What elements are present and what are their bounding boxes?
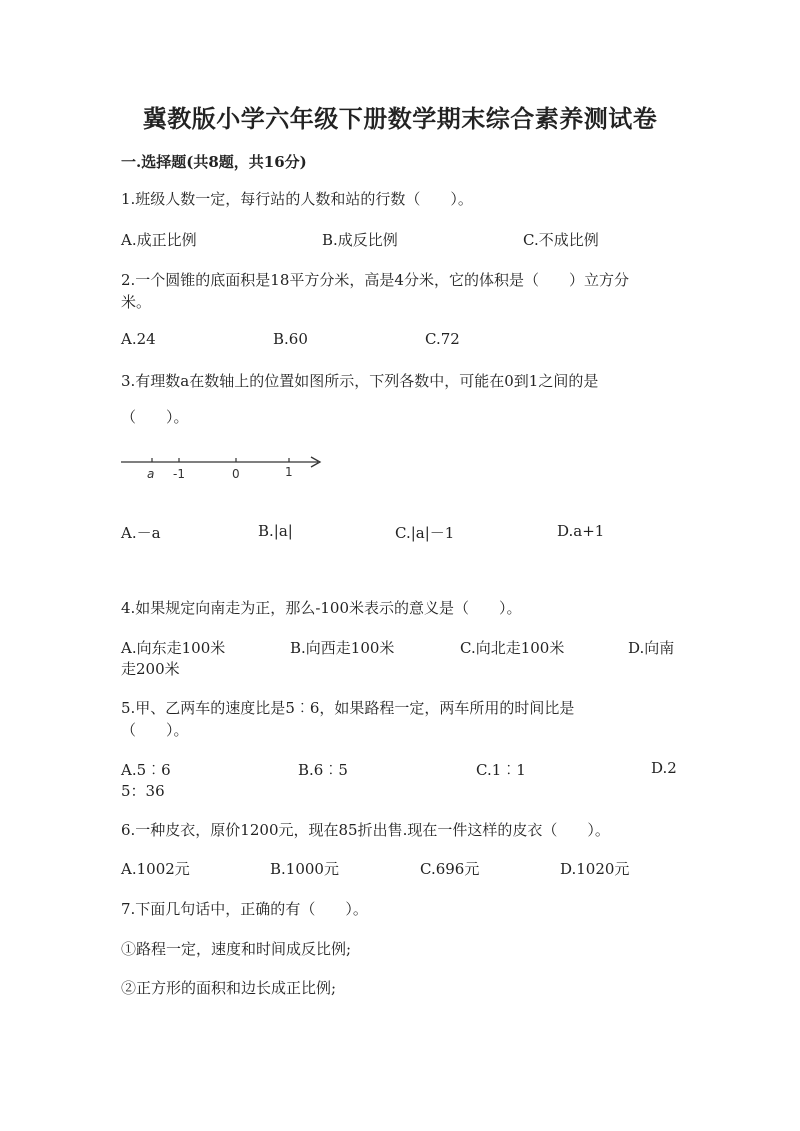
label-a: a bbox=[147, 467, 155, 481]
q4-option-d: D.向南 bbox=[628, 639, 675, 657]
q4-option-b: B.向西走100米 bbox=[290, 639, 395, 657]
q2-option-a: A.24 bbox=[121, 330, 156, 348]
q1-option-c: C.不成比例 bbox=[523, 231, 599, 249]
label-1: 1 bbox=[285, 465, 293, 479]
page-title: 冀教版小学六年级下册数学期末综合素养测试卷 bbox=[142, 104, 658, 133]
question-2-line-1: 2.一个圆锥的底面积是18平方分米，高是4分米，它的体积是（ ）立方分 bbox=[121, 271, 629, 289]
label-0: 0 bbox=[232, 467, 240, 481]
q1-option-b: B.成反比例 bbox=[322, 231, 398, 249]
q3-option-b: B.|a| bbox=[258, 522, 293, 540]
q6-option-a: A.1002元 bbox=[121, 860, 190, 878]
q3-option-c: C.|a|－1 bbox=[395, 524, 455, 542]
q5-option-d: D.2 bbox=[651, 759, 677, 777]
q2-option-b: B.60 bbox=[273, 330, 308, 348]
section-heading: 一.选择题(共8题，共16分) bbox=[121, 153, 307, 171]
q6-option-d: D.1020元 bbox=[560, 860, 630, 878]
question-5-line-1: 5.甲、乙两车的速度比是5︰6，如果路程一定，两车所用的时间比是 bbox=[121, 699, 575, 717]
q4-option-a: A.向东走100米 bbox=[121, 639, 226, 657]
q1-option-a: A.成正比例 bbox=[121, 231, 197, 249]
q5-option-d-wrap: 5：36 bbox=[121, 782, 165, 800]
q4-option-c: C.向北走100米 bbox=[460, 639, 565, 657]
question-3-line-2: （ ）。 bbox=[121, 408, 189, 426]
q3-option-d: D.a+1 bbox=[557, 522, 605, 540]
number-line-figure bbox=[115, 450, 335, 490]
question-7: 7.下面几句话中，正确的有（ ）。 bbox=[121, 900, 368, 918]
q5-option-a: A.5︰6 bbox=[121, 761, 171, 779]
question-4: 4.如果规定向南走为正，那么-100米表示的意义是（ ）。 bbox=[121, 599, 522, 617]
q6-option-c: C.696元 bbox=[420, 860, 480, 878]
q7-statement-1: ①路程一定，速度和时间成反比例; bbox=[121, 940, 352, 958]
q5-option-c: C.1︰1 bbox=[476, 761, 526, 779]
question-3-line-1: 3.有理数a在数轴上的位置如图所示，下列各数中，可能在0到1之间的是 bbox=[121, 372, 599, 390]
q2-option-c: C.72 bbox=[425, 330, 460, 348]
q6-option-b: B.1000元 bbox=[270, 860, 339, 878]
label-minus-1: -1 bbox=[173, 467, 185, 481]
question-6: 6.一种皮衣，原价1200元，现在85折出售.现在一件这样的皮衣（ ）。 bbox=[121, 821, 610, 839]
question-5-line-2: （ ）。 bbox=[121, 721, 189, 739]
question-1: 1.班级人数一定，每行站的人数和站的行数（ ）。 bbox=[121, 190, 473, 208]
q7-statement-2: ②正方形的面积和边长成正比例; bbox=[121, 979, 337, 997]
question-2-line-2: 米。 bbox=[121, 293, 152, 311]
q4-option-d-wrap: 走200米 bbox=[121, 660, 180, 678]
q5-option-b: B.6︰5 bbox=[298, 761, 348, 779]
q3-option-a: A.－a bbox=[121, 524, 161, 542]
